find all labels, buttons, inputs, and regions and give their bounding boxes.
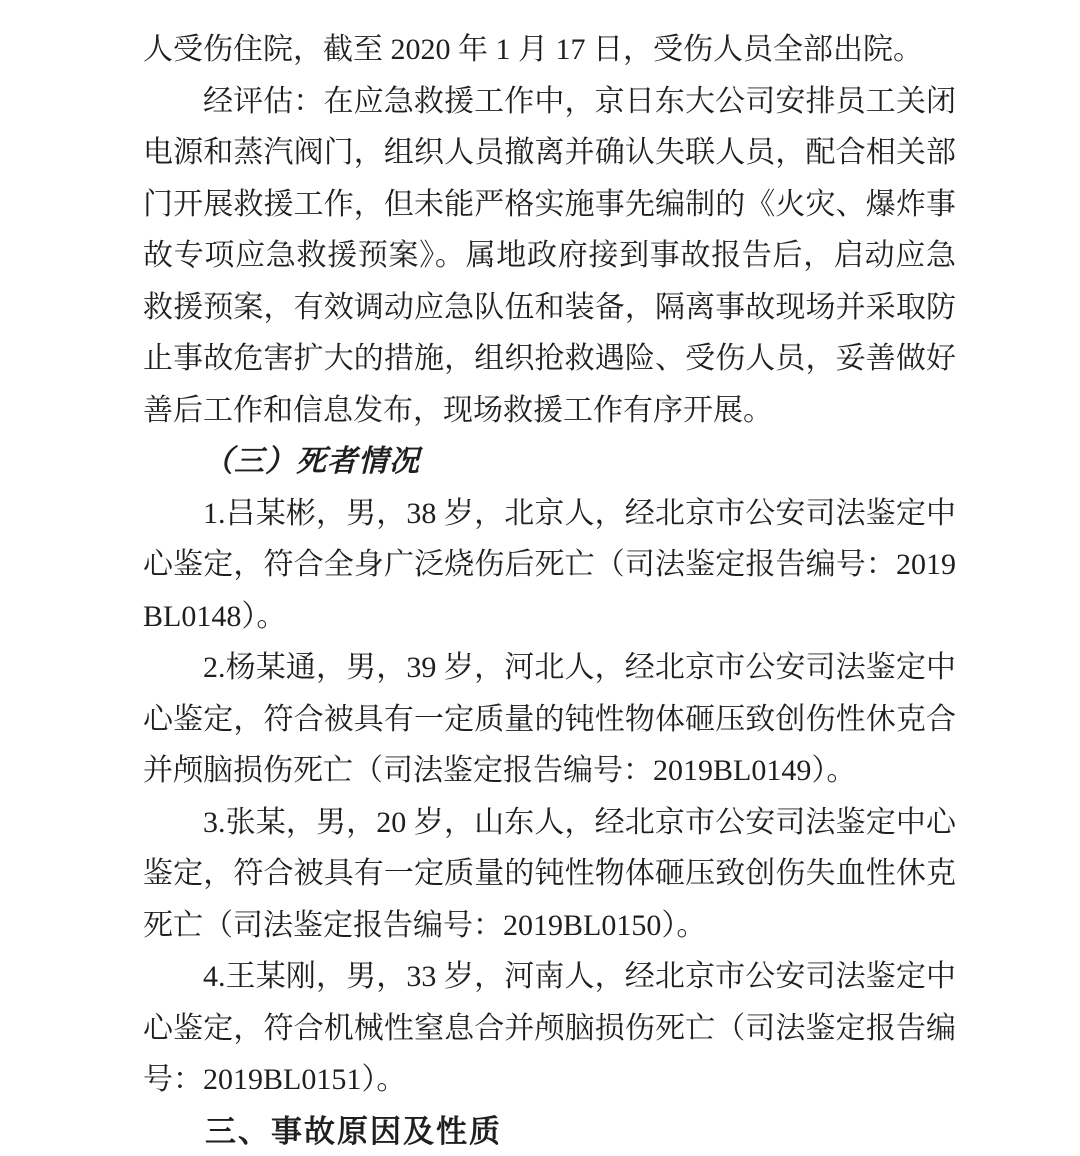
paragraph-hospital-discharge: 人受伤住院，截至 2020 年 1 月 17 日，受伤人员全部出院。 (143, 33, 923, 66)
paragraph-victim-2: 2.杨某通，男，39 岁，河北人，经北京市公安司法鉴定中心鉴定，符合被具有一定质量的钝性物体砸压致创伤性休克合并颅脑损伤死亡（司法鉴定报告编号：2019BL0149）。 (143, 651, 956, 787)
section-heading-accident-cause: 三、事故原因及性质 (205, 1113, 502, 1149)
paragraph-victim-1: 1.吕某彬，男，38 岁，北京人，经北京市公安司法鉴定中心鉴定，符合全身广泛烧伤后死亡（司法鉴定报告编号：2019BL0148）。 (143, 496, 956, 633)
section-heading-deceased-info: （三）死者情况 (203, 445, 420, 478)
paragraph-rescue-evaluation: 经评估：在应急救援工作中，京日东大公司安排员工关闭电源和蒸汽阀门，组织人员撤离并确认失联人员，配合相关部门开展救援工作，但未能严格实施事先编制的《火灾、爆炸事故专项应急救援预案》。属地政府接到事故报告后，启动应急救援预案，有效调动应急队伍和装备，隔离事故现场并采取防止事故危害扩大的措施，组织抢救遇险、受伤人员，妥善做好善后工作和信息发布，现场救援工作有序开展。 (143, 84, 956, 427)
paragraph-victim-4: 4.王某刚，男，33 岁，河南人，经北京市公安司法鉴定中心鉴定，符合机械性窒息合并颅脑损伤死亡（司法鉴定报告编号：2019BL0151）。 (143, 960, 956, 1096)
paragraph-victim-3: 3.张某，男，20 岁，山东人，经北京市公安司法鉴定中心鉴定，符合被具有一定质量的钝性物体砸压致创伤失血性休克死亡（司法鉴定报告编号：2019BL0150）。 (143, 805, 956, 942)
